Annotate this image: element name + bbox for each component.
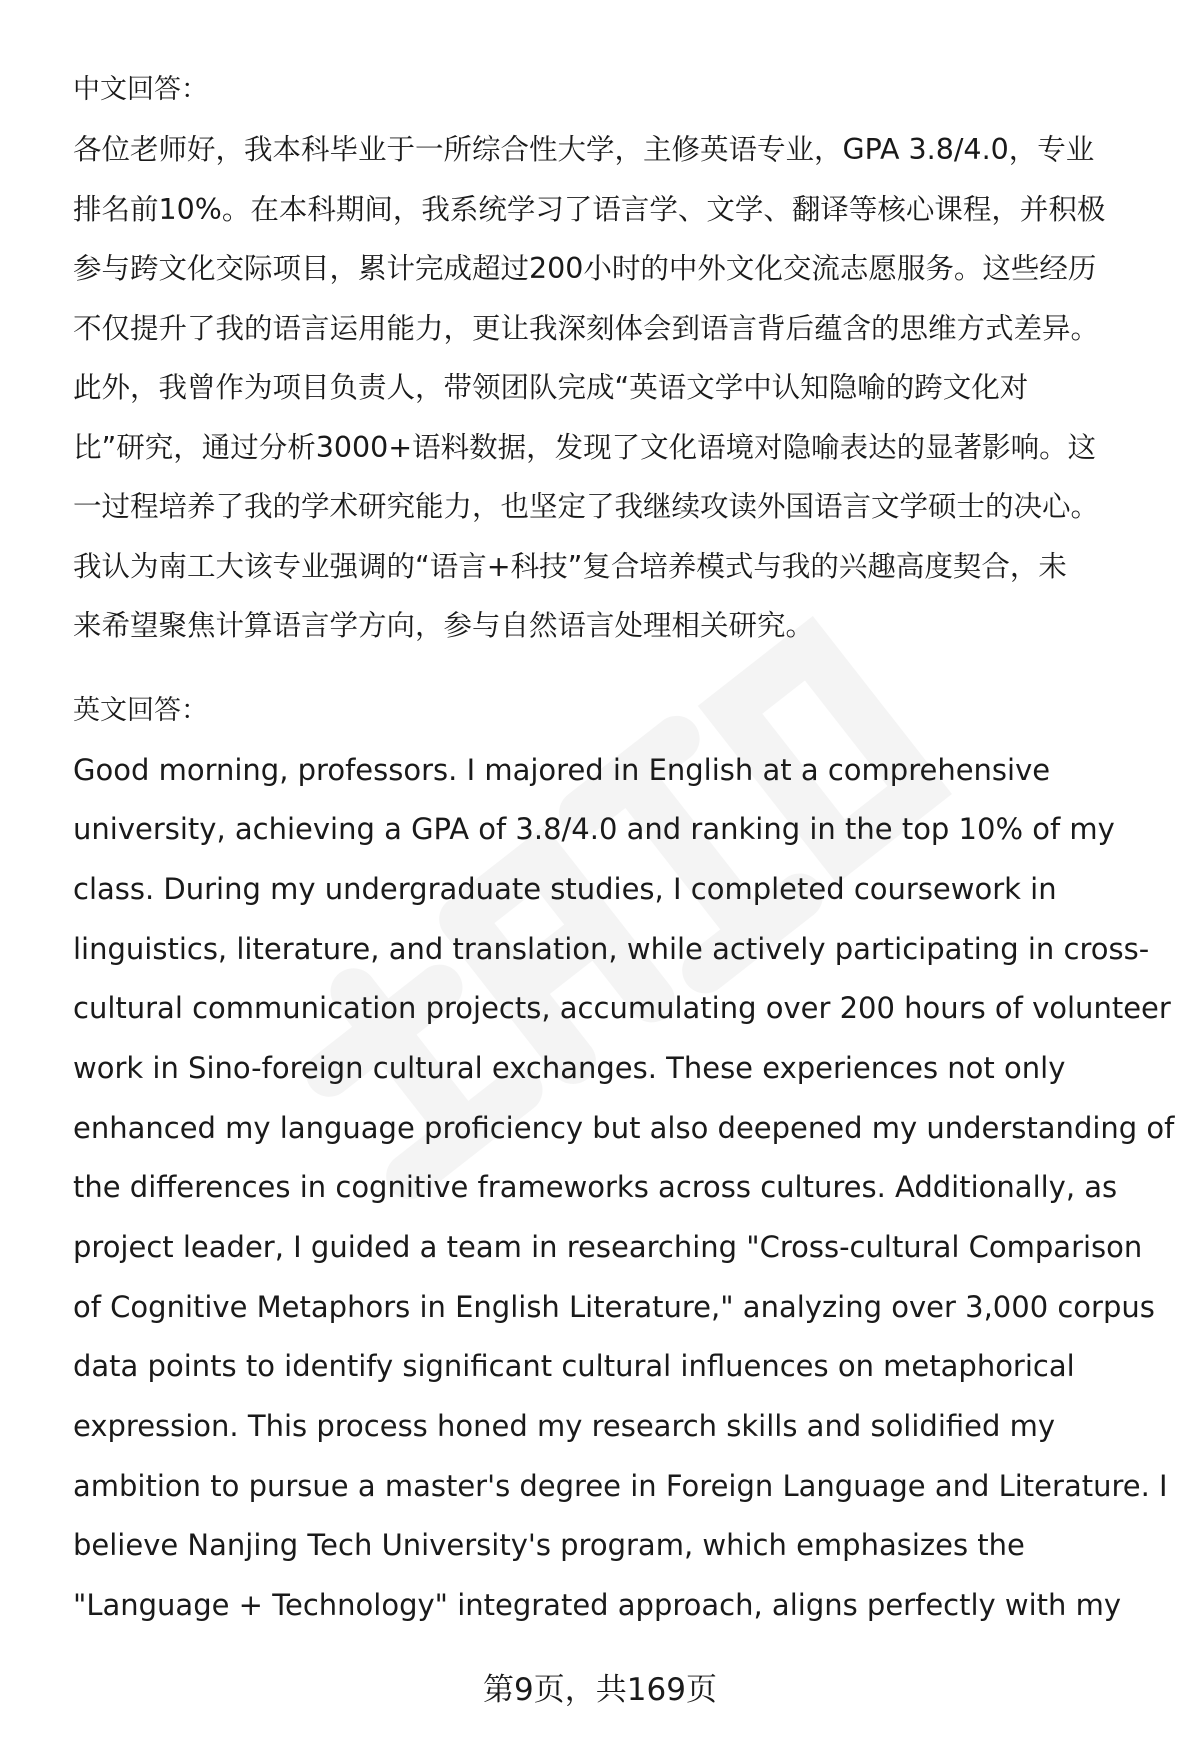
chinese-answer-line: 不仅提升了我的语言运用能力，更让我深刻体会到语言背后蕴含的思维方式差异。	[73, 311, 1100, 345]
english-answer-line: "Language + Technology" integrated approach, aligns perfectly with my	[73, 1588, 1122, 1623]
chinese-answer-line: 我认为南工大该专业强调的“语言+科技”复合培养模式与我的兴趣高度契合，未	[73, 549, 1067, 583]
english-answer-heading: 英文回答：	[73, 694, 208, 726]
section-spacer	[73, 656, 1153, 681]
chinese-answer-line: 此外，我曾作为项目负责人，带领团队完成“英语文学中认知隐喻的跨文化对	[73, 371, 1029, 404]
chinese-answer-line: 各位老师好，我本科毕业于一所综合性大学，主修英语专业，GPA 3.8/4.0，专业	[73, 133, 1095, 166]
english-answer-line: cultural communication projects, accumulating over 200 hours of volunteer	[73, 991, 1171, 1026]
page-content	[73, 60, 1175, 1636]
chinese-answer-heading: 中文回答：	[73, 74, 208, 105]
page-number: 第9页，共169页	[483, 1672, 717, 1708]
chinese-answer-body	[73, 120, 1153, 656]
chinese-answer-line: 来希望聚焦计算语言学方向，参与自然语言处理相关研究。	[73, 609, 815, 642]
english-answer-line: ambition to pursue a master's degree in Foreign Language and Literature. I	[73, 1468, 1168, 1503]
chinese-answer-line: 参与跨文化交际项目，累计完成超过200小时的中外文化交流志愿服务。这些经历	[73, 252, 1097, 285]
english-answer-line: Good morning, professors. I majored in English at a comprehensive	[73, 752, 1051, 787]
english-answer-line: class. During my undergraduate studies, I completed coursework in	[73, 871, 1057, 906]
english-answer-line: linguistics, literature, and translation, while actively participating in cross-	[73, 931, 1150, 966]
english-answer-line: believe Nanjing Tech University's program, which emphasizes the	[73, 1528, 1025, 1563]
chinese-answer-line: 一过程培养了我的学术研究能力，也坚定了我继续攻读外国语言文学硕士的决心。	[73, 490, 1100, 523]
english-answer-body	[73, 741, 1175, 1636]
english-answer-line: of Cognitive Metaphors in English Literature," analyzing over 3,000 corpus	[73, 1289, 1155, 1324]
english-answer-line: work in Sino-foreign cultural exchanges. These experiences not only	[73, 1050, 1066, 1085]
chinese-answer-line: 比”研究，通过分析3000+语料数据，发现了文化语境对隐喻表达的显著影响。这	[73, 430, 1097, 464]
english-answer-line: expression. This process honed my research skills and solidified my	[73, 1409, 1056, 1444]
english-answer-line: university, achieving a GPA of 3.8/4.0 and ranking in the top 10% of my	[73, 812, 1115, 847]
english-answer-line: data points to identify significant cultural influences on metaphorical	[73, 1349, 1075, 1384]
english-answer-line: project leader, I guided a team in researching "Cross-cultural Comparison	[73, 1230, 1143, 1264]
english-answer-line: the differences in cognitive frameworks across cultures. Additionally, as	[73, 1170, 1118, 1205]
english-answer-line: enhanced my language proficiency but also deepened my understanding of	[73, 1110, 1175, 1145]
chinese-answer-line: 排名前10%。在本科期间，我系统学习了语言学、文学、翻译等核心课程，并积极	[73, 192, 1106, 226]
